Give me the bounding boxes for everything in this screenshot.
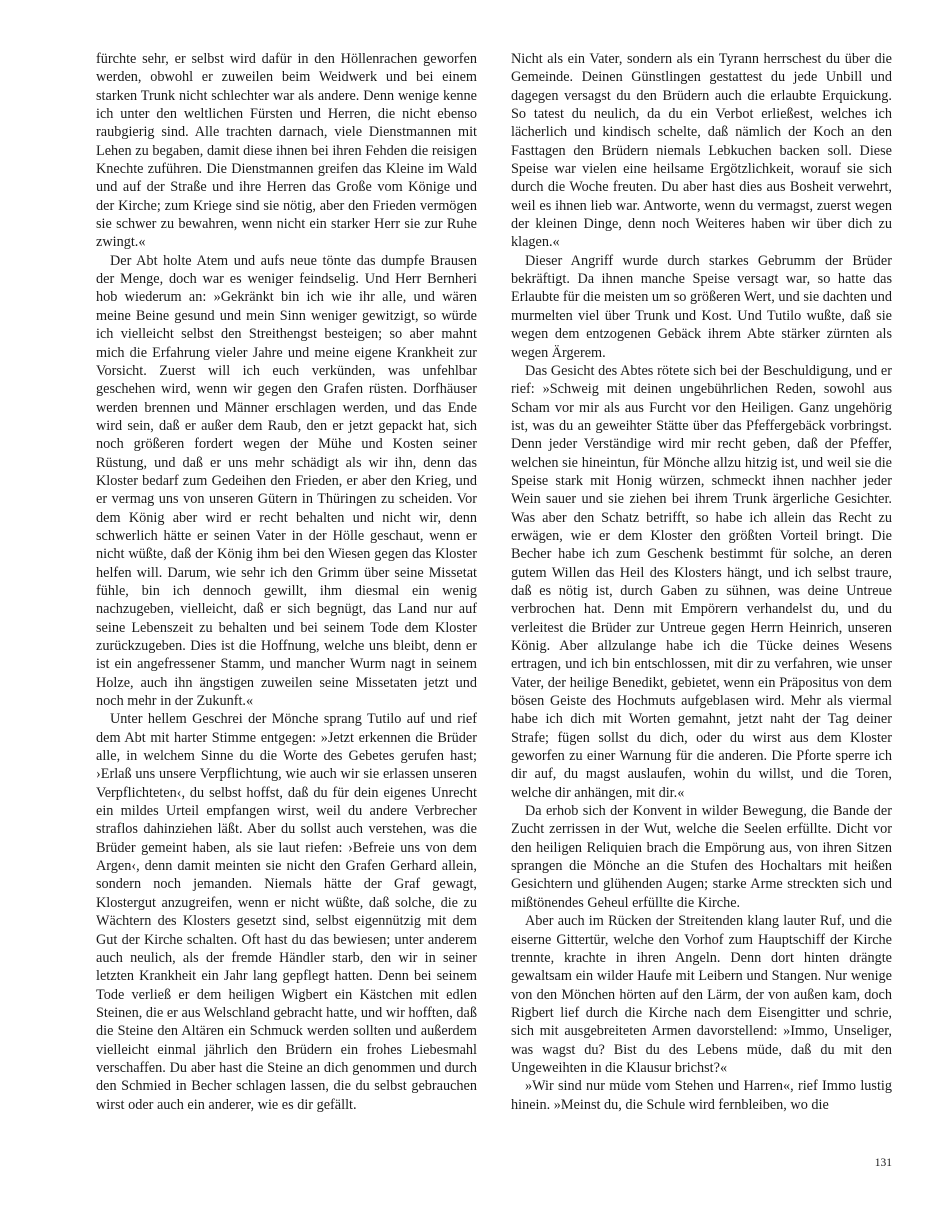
paragraph: Unter hellem Geschrei der Mönche sprang Tutilo auf und rief dem Abt mit harter Stimme entgegen: »Jetzt erkennen die Brüder alle, in welchem Sinne du die Worte des Gebetes gerufen hast; ›Erlaß uns unsere Verpflichtung, wie auch wir sie erlassen unseren Verpflichteten‹, du selbst hoffst, daß du für dein eigenes Unrecht ein mildes Urteil empfangen wirst, weil du andere Verbrecher straflos dahinziehen läßt. Aber du sollst auch verstehen, was die Brüder gemeint haben, als sie laut riefen: ›Befreie uns von dem Argen‹, denn damit meinten sie nicht den Grafen Gerhard allein, sondern noch jemanden. Niemals hätte der Graf gewagt, Klostergut anzugreifen, wenn er nicht wüßte, daß solche, die zu Wächtern des Klosters gesetzt sind, selbst eigennützig mit dem Gut der Kirche schalten. Oft hast du das bewiesen; unter anderem auch neulich, als der fremde Händler starb, den wir in seiner letzten Krankheit ein Jahr lang gepflegt hatten. Denn bei seinem Tode verließ er dem heiligen Wigbert ein Kästchen mit edlen Steinen, die er aus Welschland gebracht hatte, und wir hofften, daß die Steine den Altären ein Schmuck werden sollten und außerdem vielleicht einmal jährlich den Brüdern ein frohes Liebesmahl verschaffen. Du aber hast die Steine an dich genommen und durch den Schmied in Becher schlagen lassen, die du selbst gebrauchen wirst oder auch ein anderer, wie es dir gefällt. — [96, 711, 477, 1113]
paragraph: Der Abt holte Atem und aufs neue tönte das dumpfe Brausen der Menge, doch war es weniger feindselig. Und Herr Bernheri hob wiederum an: »Gekränkt bin ich wie ihr alle, und wären meine Beine gesund und mein Sinn weniger gewitzigt, so würde ich vielleicht selbst den Streithengst besteigen; so aber mahnt mich die Erfahrung vieler Jahre und meine eigene Krankheit zur Vorsicht. Zuerst will ich euch verkünden, was unfehlbar geschehen wird, wenn wir gegen den Grafen rüsten. Dorfhäuser werden brennen und Männer erschlagen werden, und das Ende wird sein, daß er außer dem Raub, den er jetzt gepackt hat, sich noch größeren fordert wegen der Mühe und Kosten seiner Rüstung, und daß er uns mehr schädigt als wir ihn, denn das Kloster bedarf zum Gedeihen den Frieden, er aber den Krieg, und er vermag uns von unseren Gütern in Thüringen zu scheiden. Vor dem König aber wird er recht behalten und nicht wir, denn schwerlich hätte er seinen Vater in der Hölle geschaut, wenn er nicht wüßte, daß der König ihm bei den Wiesen gegen das Kloster helfen will. Darum, wie sehr ich den Grimm über seine Missetat fühle, bin ich dennoch gewillt, ihm diesmal ein wenig nachzugeben, vielleicht, daß er sich begnügt, das Land nur auf seine Lebenszeit zu behalten und bei seinem Tode dem Kloster zurückzugeben. Dies ist die Hoffnung, welche uns bleibt, denn er ist ein angefressener Stamm, und mancher Wurm nagt in seinem Holze, auch ihn ängstigen zuweilen seine Missetaten jetzt und noch mehr in der Zukunft.« — [96, 252, 477, 710]
paragraph: fürchte sehr, er selbst wird dafür in den Höllenrachen geworfen werden, obwohl er zuweilen beim Weidwerk und bei einem starken Trunk nicht schlechter war als andere. Denn wenige kenne ich unter den weltlichen Fürsten und Herren, die nicht ebenso raubgierig sind. Alle trachten darnach, viele Dienstmannen mit Lehen zu begaben, damit diese ihnen bei ihren Fehden die reisigen Knechte zuführen. Die Dienstmannen greifen das Kleine im Wald und auf der Straße und ihre Herren das Große vom Könige und der Kirche; zum Kriege sind sie nötig, aber den Frieden vermögen sie schwer zu bewahren, wenn nicht ein starker Herr sie zur Ruhe zwingt.« — [96, 51, 477, 251]
paragraph: Nicht als ein Vater, sondern als ein Tyrann herrschest du über die Gemeinde. Deinen Günstlingen gestattest du jede Unbill und dagegen versagst du den Brüdern auch die erlaubte Erquickung. So tatest du neulich, da du ein Verbot erließest, welches ich lächerlich und kindisch schelte, daß nämlich der Koch an den Fasttagen den Brüdern niemals Lebkuchen backen soll. Diese Speise war vielen eine heilsame Ergötzlichkeit, worauf sie sich durch die Woche freuten. Du aber hast dies aus Bosheit verwehrt, weil es ihnen lieb war. Antworte, wenn du vermagst, zuerst wegen der kleinen Dinge, denn noch Weiteres haben wir über dich zu klagen.« — [511, 51, 892, 251]
paragraph: »Wir sind nur müde vom Stehen und Harren«, rief Immo lustig hinein. »Meinst du, die Schule wird fernbleiben, wo die — [511, 1078, 892, 1113]
paragraph: Das Gesicht des Abtes rötete sich bei der Beschuldigung, und er rief: »Schweig mit deinen ungebührlichen Reden, sowohl aus Scham vor mir als aus Furcht vor den Heiligen. Ganz ungehörig ist, was du an geweihter Stätte über das Pfeffergebäck vorbringst. Denn jeder Verständige wird mir recht geben, daß der Pfeffer, welchen sie hineintun, für Mönche allzu hitzig ist, und weil sie die Speise stark mit Honig würzen, schmeckt ihnen nachher jeder Wein sauer und sie ziehen bei ihrem Trunk ärgerliche Gesichter. Was aber den Schatz betrifft, so habe ich allein das Recht zu erwägen, wie er dem Kloster den größten Vorteil bringt. Die Becher habe ich zum Geschenk bestimmt für solche, an deren gutem Willen das Heil des Klosters hängt, und ich selbst traure, daß es nötig ist, durch Gaben zu sühnen, was deine Untreue verbrochen hat. Denn mit Empörern verhandelst du, und du verleitest die Brüder zur Untreue gegen Herrn Heinrich, unseren König. Aber allzulange habe ich die Tücke deines Wesens ertragen, und ich bin entschlossen, mit dir zu verfahren, wie unser Vater, der heilige Benedikt, gebietet, wenn ein Präpositus von dem bösen Geiste des Hochmuts aufgeblasen wird. Mehr als viermal habe ich dich mit Worten gemahnt, jetzt naht der Tag deiner Strafe; fügen sollst du dich, oder du wirst aus dem Kloster geworfen zu einer Warnung für die anderen. Die Pforte sperre ich dir auf, du magst auslaufen, wohin du willst, und die Toren, welche dir anhängen, mit dir.« — [511, 362, 892, 801]
book-page — [96, 50, 892, 1180]
right-column — [511, 50, 892, 1180]
paragraph: Da erhob sich der Konvent in wilder Bewegung, die Bande der Zucht zerrissen in der Wut, welche die Seelen erfüllte. Dicht vor den heiligen Reliquien brach die Empörung aus, von ihren Sitzen sprangen die Mönche an die Stufen des Hochaltars mit heißen Gesichtern und glühenden Augen; starke Arme streckten sich und mißtönendes Geheul erfüllte die Kirche. — [511, 803, 892, 911]
page-number: 131 — [874, 1157, 892, 1169]
left-column — [96, 50, 477, 1180]
paragraph: Dieser Angriff wurde durch starkes Gebrumm der Brüder bekräftigt. Da ihnen manche Speise versagt war, so hatte das Erlaubte für die meisten um so größeren Wert, und sie dachten und murmelten viel über Trunk und Kost. Und Tutilo wußte, daß sie wegen dem entzogenen Gebäck ihrem Abte stärker zürnten als wegen Ärgerem. — [511, 252, 892, 361]
paragraph: Aber auch im Rücken der Streitenden klang lauter Ruf, und die eiserne Gittertür, welche den Vorhof zum Hauptschiff der Kirche trennte, krachte in ihren Angeln. Denn dort hinten drängte gewaltsam ein wilder Haufe mit Leibern und Stangen. Nur wenige von den Mönchen hörten auf den Lärm, der von außen kam, doch Rigbert lief durch die Kirche nach dem Eisengitter und schrie, sich mit ausgebreiteten Armen davorstellend: »Immo, Unseliger, was wagst du? Bist du des Lebens müde, daß du mit den Ungeweihten in die Klausur brichst?« — [511, 913, 892, 1076]
